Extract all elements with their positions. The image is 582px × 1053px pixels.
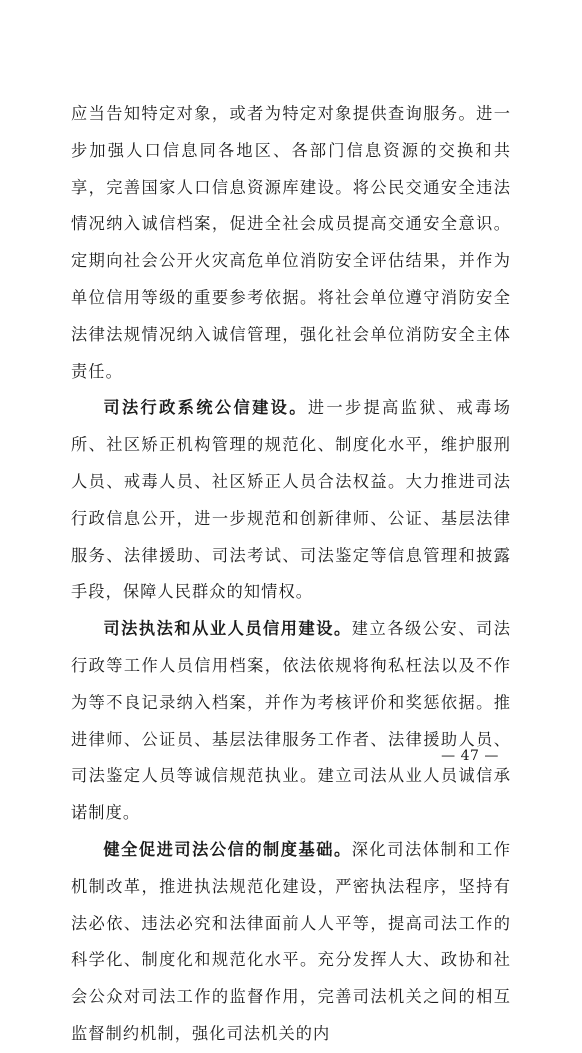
paragraph-judicial-administration: [71, 390, 511, 611]
paragraph-text: 应当告知特定对象，或者为特定对象提供查询服务。进一步加强人口信息同各地区、各部门信息资源的交换和共享，完善国家人口信息资源库建设。将公民交通安全违法情况纳入诚信档案，促进全社会成员提高交通安全意识。定期向社会公开火灾高危单位消防安全评估结果，并作为单位信用等级的重要参考依据。将社会单位遵守消防安全法律法规情况纳入诚信管理，强化社会单位消防安全主体责任。: [71, 104, 511, 381]
paragraph-text: 建立各级公安、司法行政等工作人员信用档案，依法依规将徇私枉法以及不作为等不良记录纳入档案，并作为考核评价和奖惩依据。推进律师、公证员、基层法律服务工作者、法律援助人员、司法鉴定人员等诚信规范执业。建立司法从业人员诚信承诺制度。: [71, 619, 511, 823]
paragraph-judicial-personnel: [71, 611, 511, 832]
paragraph-heading: 司法执法和从业人员信用建设。: [103, 619, 352, 639]
paragraph-continuation: [71, 96, 511, 390]
paragraph-heading: 司法行政系统公信建设。: [103, 398, 308, 418]
paragraph-text: 深化司法体制和工作机制改革，推进执法规范化建设，严密执法程序，坚持有法必依、违法必究和法律面前人人平等，提高司法工作的科学化、制度化和规范化水平。充分发挥人大、政协和社会公众对司法工作的监督作用，完善司法机关之间的相互监督制约机制，强化司法机关的内: [71, 839, 511, 1043]
page-number: — 47 —: [441, 748, 499, 764]
paragraph-judicial-credibility-foundation: [71, 832, 511, 1053]
paragraph-heading: 健全促进司法公信的制度基础。: [103, 839, 352, 859]
paragraph-text: 进一步提高监狱、戒毒场所、社区矫正机构管理的规范化、制度化水平，维护服刑人员、戒毒人员、社区矫正人员合法权益。大力推进司法行政信息公开，进一步规范和创新律师、公证、基层法律服务、法律援助、司法考试、司法鉴定等信息管理和披露手段，保障人民群众的知情权。: [71, 398, 511, 602]
body-text: [71, 96, 511, 1053]
